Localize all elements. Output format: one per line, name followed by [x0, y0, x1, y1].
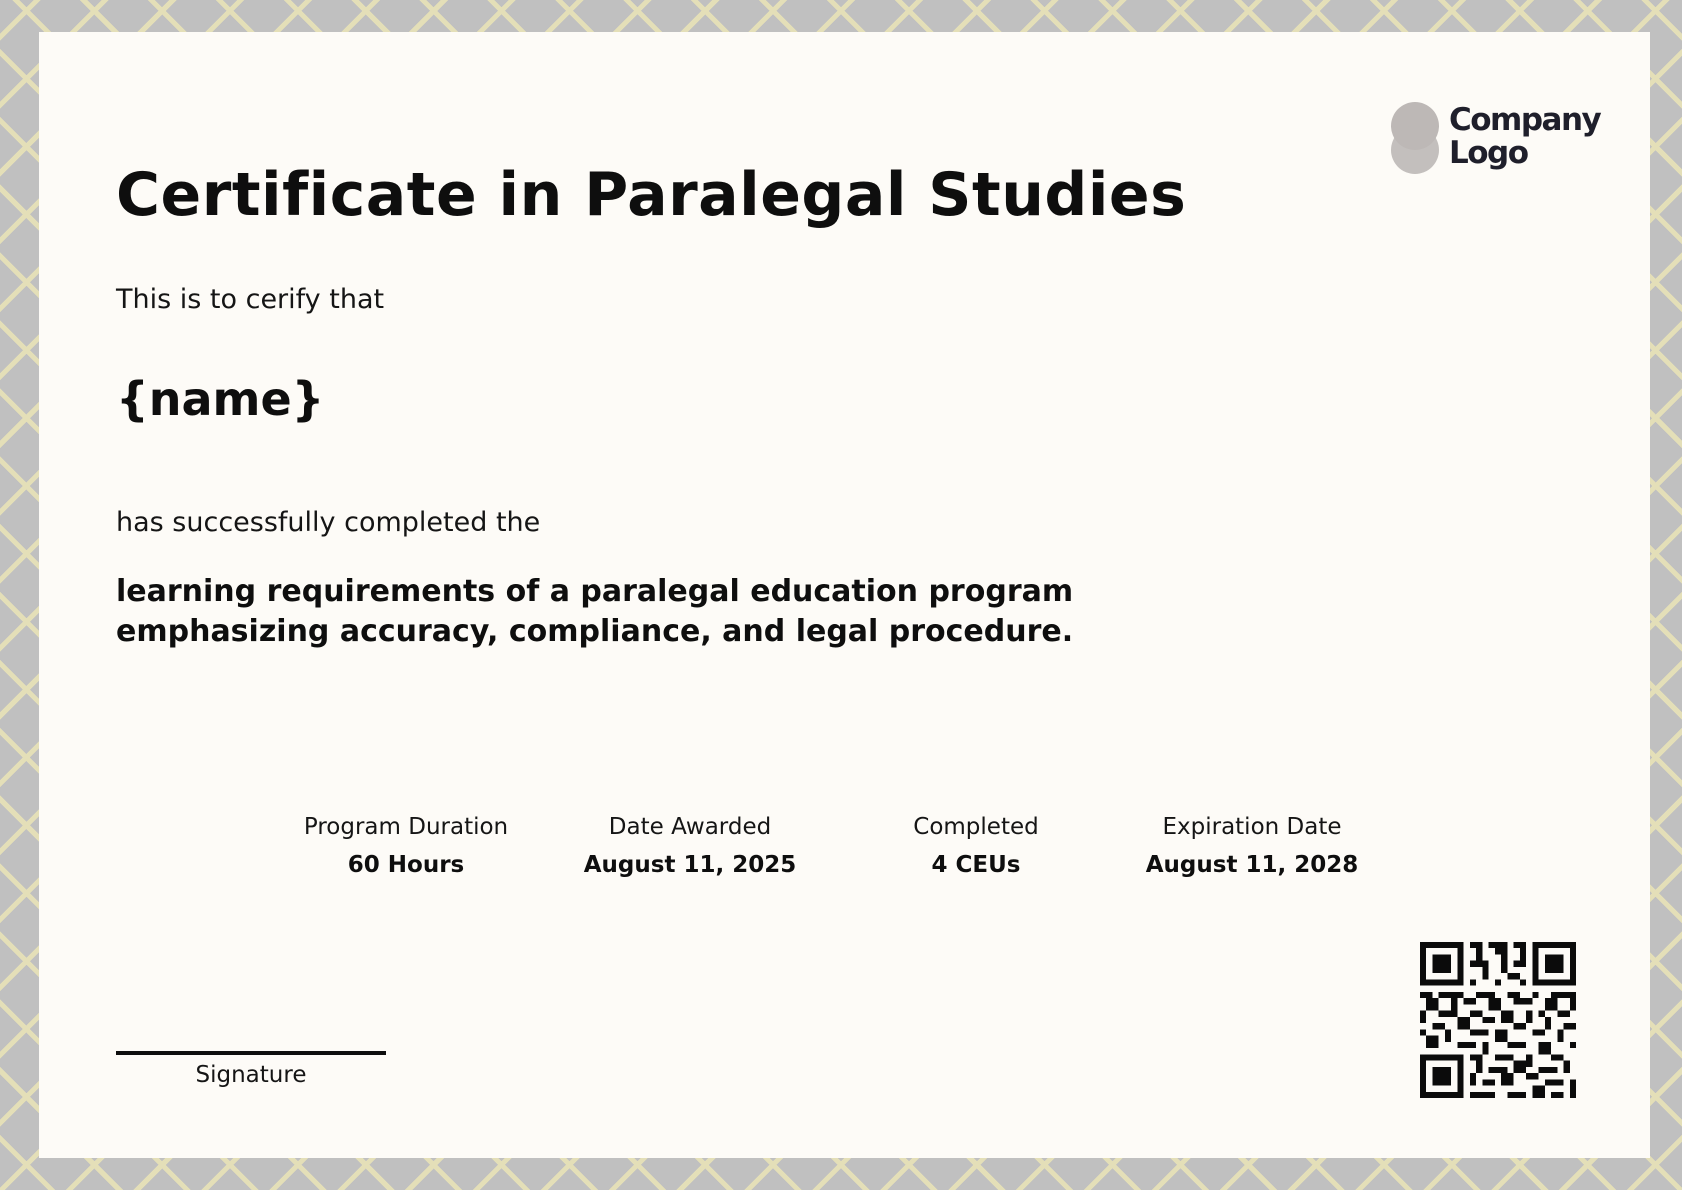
completion-text: has successfully completed the [116, 507, 541, 538]
signature-label: Signature [195, 1062, 307, 1088]
detail-label: Completed [913, 814, 1039, 840]
detail-label: Expiration Date [1162, 814, 1342, 840]
detail-value: August 11, 2028 [1145, 852, 1359, 878]
certify-intro: This is to cerify that [116, 284, 385, 315]
detail-program-duration [286, 812, 526, 880]
qr-code-icon [1420, 942, 1576, 1098]
detail-label: Date Awarded [608, 814, 772, 840]
detail-value: 60 Hours [347, 852, 465, 878]
logo-circle-bottom [1391, 126, 1439, 174]
certificate-title: Certificate in Paralegal Studies [116, 160, 1187, 230]
recipient-name: {name} [116, 372, 325, 426]
detail-value: August 11, 2025 [583, 852, 797, 878]
detail-expiration-date [1132, 812, 1372, 880]
signature-line [116, 1051, 386, 1055]
company-logo [1391, 102, 1601, 182]
detail-completed [856, 812, 1096, 880]
certificate-sheet [39, 32, 1650, 1158]
logo-text-line1: Company [1449, 102, 1601, 138]
detail-value: 4 CEUs [931, 852, 1021, 878]
logo-text [1449, 104, 1600, 170]
logo-text-line2: Logo [1449, 135, 1528, 171]
program-description-line1: learning requirements of a paralegal education program [116, 574, 1074, 609]
detail-label: Program Duration [303, 814, 509, 840]
program-description [116, 572, 1116, 652]
detail-date-awarded [570, 812, 810, 880]
program-description-line2: emphasizing accuracy, compliance, and legal procedure. [116, 614, 1074, 649]
